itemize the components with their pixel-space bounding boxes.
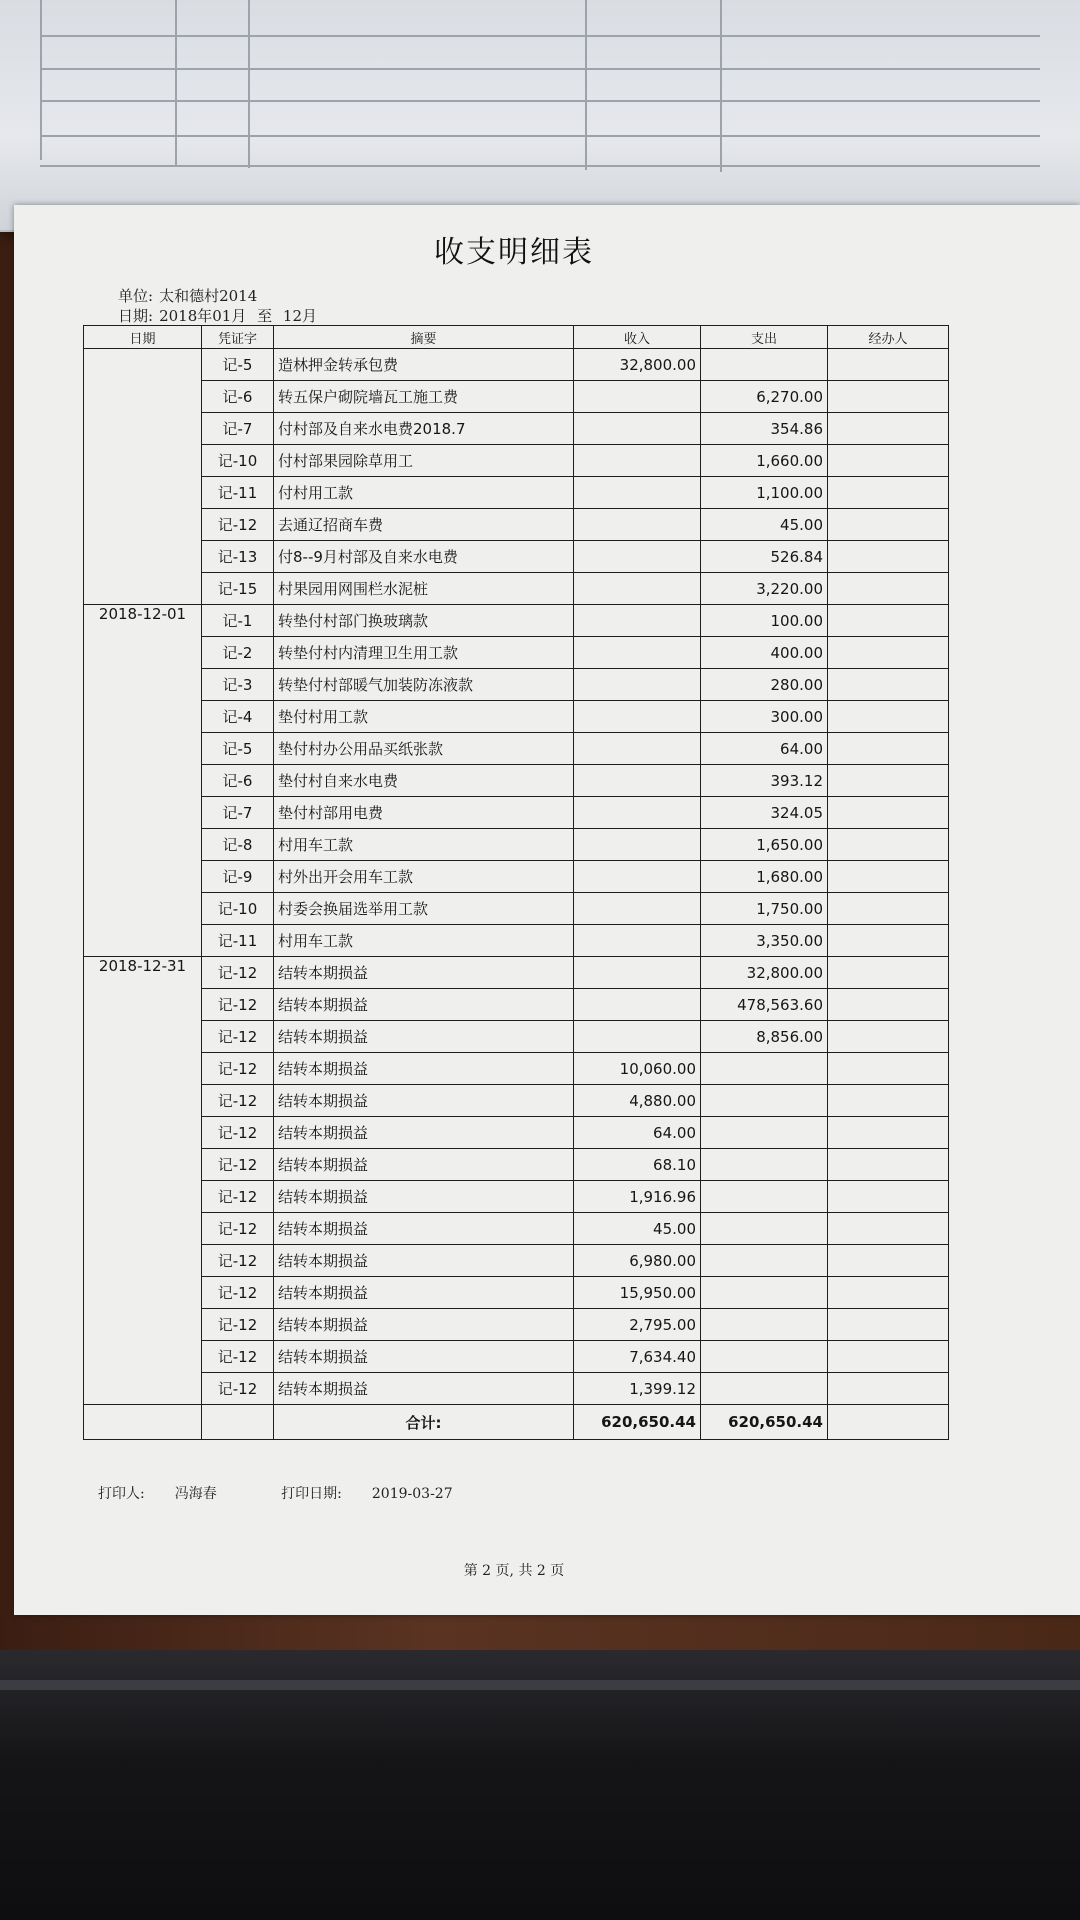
total-label: 合计: bbox=[274, 1405, 574, 1440]
cell-income bbox=[574, 509, 701, 541]
table-row bbox=[84, 1149, 949, 1181]
total-income: 620,650.44 bbox=[574, 1405, 701, 1440]
table-row bbox=[84, 797, 949, 829]
cell-summary: 垫付村自来水电费 bbox=[274, 765, 574, 797]
cell-income bbox=[574, 797, 701, 829]
table-row bbox=[84, 893, 949, 925]
cell-summary: 村用车工款 bbox=[274, 829, 574, 861]
cell-income: 64.00 bbox=[574, 1117, 701, 1149]
cell-summary: 结转本期损益 bbox=[274, 1309, 574, 1341]
cell-voucher: 记-6 bbox=[202, 381, 274, 413]
cell-summary: 结转本期损益 bbox=[274, 957, 574, 989]
cell-summary: 村用车工款 bbox=[274, 925, 574, 957]
table-row bbox=[84, 477, 949, 509]
cell-summary: 村外出开会用车工款 bbox=[274, 861, 574, 893]
cell-handler bbox=[828, 1277, 949, 1309]
print-date-label: 打印日期: bbox=[281, 1486, 342, 1502]
cell-income bbox=[574, 637, 701, 669]
cell-expense: 354.86 bbox=[701, 413, 828, 445]
table-header-row bbox=[84, 326, 949, 349]
cell-handler bbox=[828, 349, 949, 381]
cell-handler bbox=[828, 541, 949, 573]
ledger-page bbox=[14, 205, 1080, 1615]
cell-handler bbox=[828, 989, 949, 1021]
table-row bbox=[84, 957, 949, 989]
cell-income: 15,950.00 bbox=[574, 1277, 701, 1309]
cell-voucher: 记-15 bbox=[202, 573, 274, 605]
cell-expense: 1,750.00 bbox=[701, 893, 828, 925]
cell-voucher: 记-2 bbox=[202, 637, 274, 669]
cell-voucher: 记-7 bbox=[202, 413, 274, 445]
cell-income bbox=[574, 765, 701, 797]
table-row bbox=[84, 381, 949, 413]
cell-income bbox=[574, 701, 701, 733]
cell-expense bbox=[701, 1277, 828, 1309]
cell-summary: 村委会换届选举用工款 bbox=[274, 893, 574, 925]
cell-handler bbox=[828, 1373, 949, 1405]
previous-page-fold bbox=[0, 0, 1080, 232]
cell-income: 1,916.96 bbox=[574, 1181, 701, 1213]
cell-voucher: 记-5 bbox=[202, 349, 274, 381]
cell-handler bbox=[828, 925, 949, 957]
cell-summary: 转垫付村部暖气加装防冻液款 bbox=[274, 669, 574, 701]
cell-expense bbox=[701, 1309, 828, 1341]
cell-expense: 8,856.00 bbox=[701, 1021, 828, 1053]
cell-voucher: 记-1 bbox=[202, 605, 274, 637]
page-title: 收支明细表 bbox=[434, 235, 594, 270]
cell-voucher: 记-6 bbox=[202, 765, 274, 797]
cell-handler bbox=[828, 1245, 949, 1277]
cell-expense bbox=[701, 1245, 828, 1277]
cell-expense: 64.00 bbox=[701, 733, 828, 765]
table-row bbox=[84, 413, 949, 445]
cell-voucher: 记-11 bbox=[202, 925, 274, 957]
cell-income bbox=[574, 573, 701, 605]
cell-expense: 3,350.00 bbox=[701, 925, 828, 957]
cell-expense: 526.84 bbox=[701, 541, 828, 573]
cell-expense: 6,270.00 bbox=[701, 381, 828, 413]
unit-value: 太和德村2014 bbox=[159, 287, 258, 305]
table-row bbox=[84, 925, 949, 957]
header-summary: 摘要 bbox=[274, 326, 574, 349]
header-handler: 经办人 bbox=[828, 326, 949, 349]
cell-expense: 32,800.00 bbox=[701, 957, 828, 989]
cell-summary: 结转本期损益 bbox=[274, 1085, 574, 1117]
cell-voucher: 记-12 bbox=[202, 1309, 274, 1341]
cell-summary: 造林押金转承包费 bbox=[274, 349, 574, 381]
cell-date: 2018-12-01 bbox=[84, 605, 202, 957]
cell-handler bbox=[828, 957, 949, 989]
table-row bbox=[84, 765, 949, 797]
cell-income bbox=[574, 541, 701, 573]
cell-income: 4,880.00 bbox=[574, 1085, 701, 1117]
cell-expense bbox=[701, 1053, 828, 1085]
cell-handler bbox=[828, 1117, 949, 1149]
cell-income bbox=[574, 861, 701, 893]
cell-handler bbox=[828, 1341, 949, 1373]
date-range-line bbox=[118, 305, 323, 326]
table-row bbox=[84, 861, 949, 893]
cell-summary: 垫付村部用电费 bbox=[274, 797, 574, 829]
cell-voucher: 记-12 bbox=[202, 1149, 274, 1181]
cell-summary: 付村部果园除草用工 bbox=[274, 445, 574, 477]
cell-voucher: 记-7 bbox=[202, 797, 274, 829]
date-label: 日期: bbox=[118, 307, 154, 325]
cell-income bbox=[574, 477, 701, 509]
cell-income bbox=[574, 1021, 701, 1053]
date-separator: 至 bbox=[257, 307, 273, 325]
cell-summary: 结转本期损益 bbox=[274, 1149, 574, 1181]
cell-voucher: 记-12 bbox=[202, 1213, 274, 1245]
header-income: 收入 bbox=[574, 326, 701, 349]
cell-handler bbox=[828, 605, 949, 637]
cell-handler bbox=[828, 893, 949, 925]
table-row bbox=[84, 669, 949, 701]
cell-voucher: 记-12 bbox=[202, 1181, 274, 1213]
unit-line bbox=[118, 285, 263, 306]
cell-expense: 1,100.00 bbox=[701, 477, 828, 509]
table-row bbox=[84, 1341, 949, 1373]
cell-handler bbox=[828, 1053, 949, 1085]
cell-voucher: 记-12 bbox=[202, 1277, 274, 1309]
cell-handler bbox=[828, 477, 949, 509]
table-row bbox=[84, 733, 949, 765]
total-row bbox=[84, 1405, 949, 1440]
table-row bbox=[84, 349, 949, 381]
cell-expense: 324.05 bbox=[701, 797, 828, 829]
cell-income: 1,399.12 bbox=[574, 1373, 701, 1405]
cell-voucher: 记-12 bbox=[202, 1341, 274, 1373]
table-row bbox=[84, 637, 949, 669]
cell-voucher: 记-12 bbox=[202, 1021, 274, 1053]
cell-summary: 转垫付村部门换玻璃款 bbox=[274, 605, 574, 637]
cell-summary: 结转本期损益 bbox=[274, 1245, 574, 1277]
table-row bbox=[84, 445, 949, 477]
table-row bbox=[84, 605, 949, 637]
ledger-body bbox=[84, 349, 949, 1405]
cell-expense: 393.12 bbox=[701, 765, 828, 797]
date-to: 12月 bbox=[282, 307, 317, 325]
cell-income bbox=[574, 605, 701, 637]
header-voucher: 凭证字 bbox=[202, 326, 274, 349]
cell-voucher: 记-12 bbox=[202, 1053, 274, 1085]
cell-summary: 结转本期损益 bbox=[274, 989, 574, 1021]
cell-summary: 去通辽招商车费 bbox=[274, 509, 574, 541]
cell-handler bbox=[828, 1309, 949, 1341]
cell-expense bbox=[701, 1149, 828, 1181]
table-row bbox=[84, 1181, 949, 1213]
cell-handler bbox=[828, 573, 949, 605]
table-row bbox=[84, 541, 949, 573]
cell-summary: 结转本期损益 bbox=[274, 1021, 574, 1053]
cell-summary: 付8--9月村部及自来水电费 bbox=[274, 541, 574, 573]
cell-income bbox=[574, 829, 701, 861]
table-row bbox=[84, 829, 949, 861]
cell-voucher: 记-10 bbox=[202, 893, 274, 925]
table-row bbox=[84, 509, 949, 541]
cell-handler bbox=[828, 1213, 949, 1245]
cell-handler bbox=[828, 1181, 949, 1213]
cell-voucher: 记-12 bbox=[202, 509, 274, 541]
cell-handler bbox=[828, 765, 949, 797]
cell-handler bbox=[828, 1149, 949, 1181]
table-row bbox=[84, 1021, 949, 1053]
cell-handler bbox=[828, 637, 949, 669]
cell-voucher: 记-12 bbox=[202, 1085, 274, 1117]
cell-income: 32,800.00 bbox=[574, 349, 701, 381]
cell-expense: 400.00 bbox=[701, 637, 828, 669]
printer-label: 打印人: bbox=[98, 1486, 145, 1502]
cell-date bbox=[84, 349, 202, 605]
table-row bbox=[84, 1277, 949, 1309]
cell-expense: 1,660.00 bbox=[701, 445, 828, 477]
cell-voucher: 记-12 bbox=[202, 1245, 274, 1277]
table-row bbox=[84, 1213, 949, 1245]
cell-expense bbox=[701, 1213, 828, 1245]
cell-summary: 结转本期损益 bbox=[274, 1213, 574, 1245]
cell-date: 2018-12-31 bbox=[84, 957, 202, 1405]
cell-expense bbox=[701, 1117, 828, 1149]
cell-income: 68.10 bbox=[574, 1149, 701, 1181]
cell-summary: 结转本期损益 bbox=[274, 1373, 574, 1405]
cell-expense: 45.00 bbox=[701, 509, 828, 541]
cell-summary: 结转本期损益 bbox=[274, 1117, 574, 1149]
cell-voucher: 记-11 bbox=[202, 477, 274, 509]
cell-voucher: 记-12 bbox=[202, 989, 274, 1021]
cell-income bbox=[574, 445, 701, 477]
cell-expense: 3,220.00 bbox=[701, 573, 828, 605]
cell-income: 7,634.40 bbox=[574, 1341, 701, 1373]
cell-summary: 垫付村用工款 bbox=[274, 701, 574, 733]
cell-summary: 结转本期损益 bbox=[274, 1277, 574, 1309]
cell-voucher: 记-9 bbox=[202, 861, 274, 893]
cell-income bbox=[574, 413, 701, 445]
cell-voucher: 记-5 bbox=[202, 733, 274, 765]
cell-handler bbox=[828, 381, 949, 413]
header-date: 日期 bbox=[84, 326, 202, 349]
cell-expense: 1,650.00 bbox=[701, 829, 828, 861]
table-row bbox=[84, 1373, 949, 1405]
cell-summary: 付村用工款 bbox=[274, 477, 574, 509]
cell-summary: 转垫付村内清理卫生用工款 bbox=[274, 637, 574, 669]
cell-summary: 结转本期损益 bbox=[274, 1341, 574, 1373]
cell-income: 6,980.00 bbox=[574, 1245, 701, 1277]
table-row bbox=[84, 989, 949, 1021]
table-row bbox=[84, 1053, 949, 1085]
unit-label: 单位: bbox=[118, 287, 154, 305]
cell-income bbox=[574, 669, 701, 701]
cell-expense: 1,680.00 bbox=[701, 861, 828, 893]
cell-handler bbox=[828, 1085, 949, 1117]
laptop-edge bbox=[0, 1680, 1080, 1690]
cell-expense: 300.00 bbox=[701, 701, 828, 733]
cell-income: 10,060.00 bbox=[574, 1053, 701, 1085]
cell-voucher: 记-4 bbox=[202, 701, 274, 733]
cell-income: 45.00 bbox=[574, 1213, 701, 1245]
cell-handler bbox=[828, 1021, 949, 1053]
total-expense: 620,650.44 bbox=[701, 1405, 828, 1440]
cell-handler bbox=[828, 733, 949, 765]
cell-handler bbox=[828, 413, 949, 445]
cell-expense bbox=[701, 1373, 828, 1405]
cell-voucher: 记-12 bbox=[202, 957, 274, 989]
table-row bbox=[84, 1309, 949, 1341]
cell-expense bbox=[701, 349, 828, 381]
printer-name: 冯海春 bbox=[174, 1486, 217, 1502]
cell-income bbox=[574, 893, 701, 925]
cell-expense bbox=[701, 1085, 828, 1117]
table-row bbox=[84, 573, 949, 605]
cell-handler bbox=[828, 861, 949, 893]
cell-expense bbox=[701, 1181, 828, 1213]
cell-income: 2,795.00 bbox=[574, 1309, 701, 1341]
cell-voucher: 记-8 bbox=[202, 829, 274, 861]
page-number: 第 2 页, 共 2 页 bbox=[463, 1563, 565, 1579]
table-row bbox=[84, 1085, 949, 1117]
header-expense: 支出 bbox=[701, 326, 828, 349]
cell-voucher: 记-12 bbox=[202, 1117, 274, 1149]
print-date: 2019-03-27 bbox=[371, 1486, 453, 1502]
table-row bbox=[84, 1245, 949, 1277]
cell-handler bbox=[828, 701, 949, 733]
cell-income bbox=[574, 957, 701, 989]
cell-handler bbox=[828, 797, 949, 829]
table-row bbox=[84, 1117, 949, 1149]
cell-summary: 付村部及自来水电费2018.7 bbox=[274, 413, 574, 445]
cell-handler bbox=[828, 509, 949, 541]
cell-expense: 280.00 bbox=[701, 669, 828, 701]
cell-summary: 垫付村办公用品买纸张款 bbox=[274, 733, 574, 765]
cell-handler bbox=[828, 669, 949, 701]
cell-expense: 100.00 bbox=[701, 605, 828, 637]
cell-income bbox=[574, 925, 701, 957]
cell-summary: 结转本期损益 bbox=[274, 1181, 574, 1213]
cell-voucher: 记-3 bbox=[202, 669, 274, 701]
cell-voucher: 记-13 bbox=[202, 541, 274, 573]
cell-voucher: 记-10 bbox=[202, 445, 274, 477]
cell-income bbox=[574, 733, 701, 765]
table-row bbox=[84, 701, 949, 733]
cell-income bbox=[574, 381, 701, 413]
cell-expense bbox=[701, 1341, 828, 1373]
laptop-surface bbox=[0, 1650, 1080, 1920]
cell-handler bbox=[828, 445, 949, 477]
date-from: 2018年01月 bbox=[159, 307, 247, 325]
cell-income bbox=[574, 989, 701, 1021]
cell-expense: 478,563.60 bbox=[701, 989, 828, 1021]
ledger-table bbox=[83, 325, 949, 1440]
cell-summary: 结转本期损益 bbox=[274, 1053, 574, 1085]
cell-voucher: 记-12 bbox=[202, 1373, 274, 1405]
cell-handler bbox=[828, 829, 949, 861]
print-info bbox=[98, 1483, 513, 1503]
cell-summary: 转五保户砌院墙瓦工施工费 bbox=[274, 381, 574, 413]
cell-summary: 村果园用网围栏水泥桩 bbox=[274, 573, 574, 605]
